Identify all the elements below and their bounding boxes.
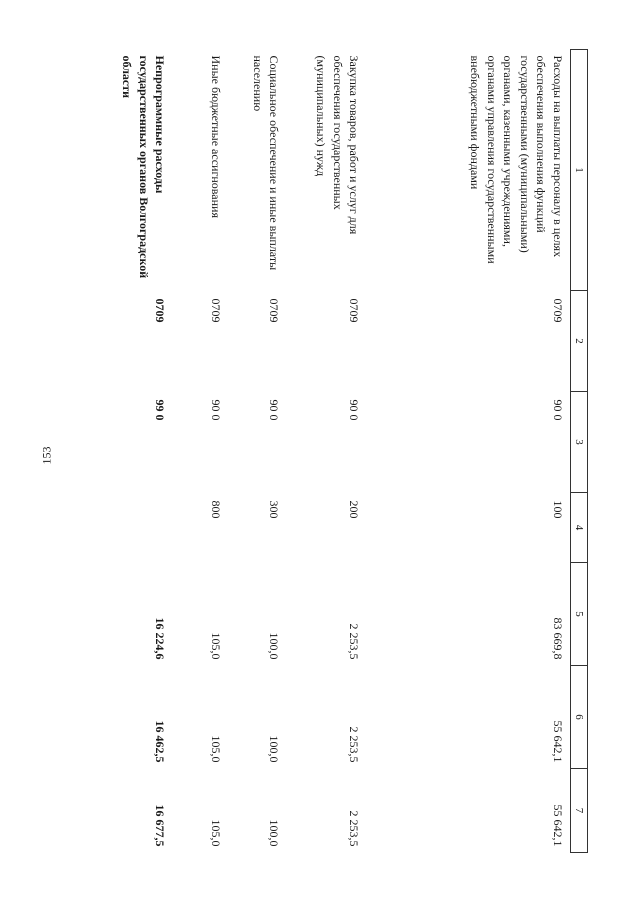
column-number-header — [571, 50, 588, 853]
section-code: 0709 — [347, 298, 362, 323]
value-col6: 2 253,5 — [347, 726, 362, 763]
value-col6: 16 462,5 — [153, 720, 168, 763]
value-col5: 16 224,6 — [153, 617, 168, 660]
table-row — [173, 50, 229, 853]
section-code: 0709 — [551, 298, 565, 323]
section-code: 0709 — [267, 298, 282, 323]
value-col7: 105,0 — [209, 819, 224, 847]
table-row — [367, 50, 571, 853]
program-code: 90 0 — [347, 399, 362, 421]
col-header-2: 2 — [571, 291, 588, 392]
page-number: 153 — [39, 446, 54, 464]
section-code: 0709 — [209, 298, 224, 323]
col-header-7: 7 — [571, 769, 588, 853]
row-name: Закупка товаров, работ и услуг для обеспечения государственных (муниципальных) нужд — [314, 55, 362, 235]
expense-kind: 200 — [347, 500, 362, 519]
section-code: 0709 — [153, 298, 168, 323]
row-name: Расходы на выплаты персоналу в целях обеспечения выполнения функций государственными (муниципальными) органами, казенными учреждениями, органами управления государственными внебюджетными фондами — [468, 55, 565, 264]
table-row — [287, 50, 367, 853]
value-col7: 16 677,5 — [153, 804, 168, 847]
value-col7: 100,0 — [267, 819, 282, 847]
program-code: 90 0 — [209, 399, 224, 421]
expense-kind: 800 — [209, 500, 224, 519]
program-code: 90 0 — [267, 399, 282, 421]
expense-kind — [73, 493, 173, 563]
value-col5: 100,0 — [267, 632, 282, 660]
budget-table-sheet — [73, 49, 588, 852]
row-name: Социальное обеспечение и иные выплаты населению — [251, 55, 282, 271]
program-code: 99 0 — [153, 399, 168, 421]
value-col6: 105,0 — [209, 735, 224, 763]
program-code: 90 0 — [551, 399, 565, 421]
value-col7: 2 253,5 — [347, 810, 362, 847]
table-row — [73, 50, 173, 853]
table-row — [229, 50, 287, 853]
expense-kind: 300 — [267, 500, 282, 519]
value-col7: 55 642,1 — [551, 804, 565, 847]
expense-kind: 100 — [551, 500, 565, 519]
col-header-5: 5 — [571, 563, 588, 666]
value-col6: 55 642,1 — [551, 720, 565, 763]
col-header-4: 4 — [571, 493, 588, 563]
value-col5: 2 253,5 — [347, 623, 362, 660]
col-header-1: 1 — [571, 50, 588, 291]
row-name: Непрограммные расходы государственных органов Волгоградской области — [120, 55, 168, 279]
col-header-3: 3 — [571, 392, 588, 493]
row-name: Иные бюджетные ассигнования — [209, 55, 224, 218]
value-col6: 100,0 — [267, 735, 282, 763]
value-col5: 83 669,8 — [551, 617, 565, 660]
col-header-6: 6 — [571, 666, 588, 769]
value-col5: 105,0 — [209, 632, 224, 660]
budget-table — [73, 49, 589, 853]
